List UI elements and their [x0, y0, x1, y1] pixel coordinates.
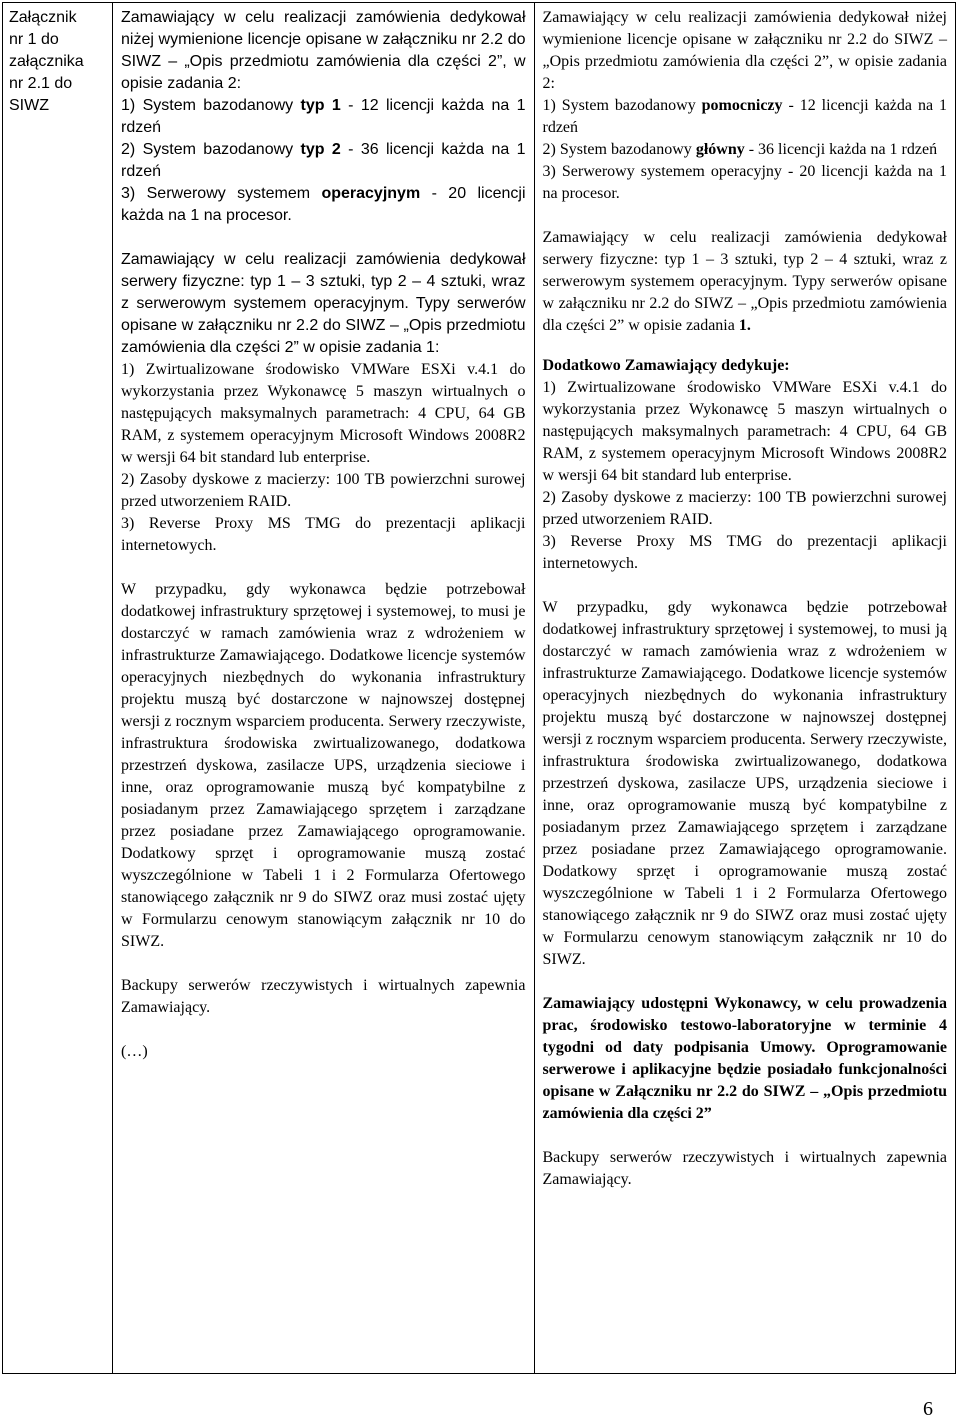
amended-text-column: [534, 3, 956, 1374]
attachment-label-line: załącznika: [9, 53, 84, 70]
license-item-3: 3) Serwerowy systemem operacyjnym - 20 licencji każda na 1 na procesor.: [121, 185, 526, 224]
storage-item: 2) Zasoby dyskowe z macierzy: 100 TB powierzchni surowej przed utworzeniem RAID.: [121, 471, 526, 510]
license-item-2: 2) System bazodanowy typ 2 - 36 licencji każda na 1 rdzeń: [121, 141, 526, 180]
attachment-label-line: Załącznik: [9, 9, 77, 26]
licenses-intro: Zamawiający w celu realizacji zamówienia dedykował niżej wymienione licencje opisane w załączniku nr 2.2 do SIWZ – „Opis przedmiotu zamówienia dla części 2”, w opisie zadania 2:: [121, 9, 526, 92]
table-row: [3, 3, 956, 1374]
storage-item: 2) Zasoby dyskowe z macierzy: 100 TB powierzchni surowej przed utworzeniem RAID.: [542, 489, 947, 528]
license-item-1: 1) System bazodanowy typ 1 - 12 licencji każda na 1 rdzeń: [121, 97, 526, 136]
page-number: 6: [923, 1398, 933, 1420]
ellipsis: (…): [121, 1043, 148, 1060]
vmware-item: 1) Zwirtualizowane środowisko VMWare ESXi v.4.1 do wykorzystania przez Wykonawcę 5 maszyn wirtualnych o następujących maksymalnych parametrach: 4 CPU, 64 GB RAM, z systemem operacyjnym Microsoft Windows 2008R2 w wersji 64 bit standard lub enterprise.: [542, 379, 947, 484]
proxy-item: 3) Reverse Proxy MS TMG do prezentacji aplikacji internetowych.: [121, 515, 526, 554]
attachment-label-line: nr 2.1 do: [9, 75, 73, 92]
infrastructure-paragraph: W przypadku, gdy wykonawca będzie potrzebował dodatkowej infrastruktury sprzętowej i systemowej, to musi je dostarczyć w ramach zamówienia wraz z wdrożeniem w infrastrukturze Zamawiającego. Dodatkowe licencje systemów operacyjnych niezbędnych do wykonania infrastruktury projektu muszą być dostarczone w najnowszej dostępnej wersji z rocznym wsparciem producenta. Serwery rzeczywiste, infrastruktura środowiska zwirtualizowanego, dodatkowa przestrzeń dyskowa, zasilacze UPS, urządzenia sieciowe i inne, oraz oprogramowanie muszą być kompatybilne z posiadanym przez Zamawiającego sprzętem i zarządzane przez posiadane przez Zamawiającego oprogramowanie. Dodatkowy sprzęt i oprogramowanie muszą zostać wyszczególnione w Tabeli 1 i 2 Formularza Ofertowego stanowiącego załącznik nr 9 do SIWZ oraz musi zostać ujęty w Formularzu cenowym stanowiącym załącznik nr 10 do SIWZ.: [121, 581, 526, 950]
vmware-item: 1) Zwirtualizowane środowisko VMWare ESXi v.4.1 do wykorzystania przez Wykonawcę 5 maszyn wirtualnych o następujących maksymalnych parametrach: 4 CPU, 64 GB RAM, z systemem operacyjnym Microsoft Windows 2008R2 w wersji 64 bit standard lub enterprise.: [121, 361, 526, 466]
attachment-label-line: nr 1 do: [9, 31, 59, 48]
license-item-2: 2) System bazodanowy główny - 36 licencji każda na 1 rdzeń: [542, 141, 938, 158]
license-item-3: 3) Serwerowy systemem operacyjny - 20 licencji każda na 1 na procesor.: [542, 163, 947, 202]
proxy-item: 3) Reverse Proxy MS TMG do prezentacji aplikacji internetowych.: [542, 533, 947, 572]
attachment-label-line: SIWZ: [9, 97, 49, 114]
backup-paragraph: Backupy serwerów rzeczywistych i wirtualnych zapewnia Zamawiający.: [542, 1149, 947, 1188]
attachment-label-cell: [3, 3, 113, 1374]
test-environment-paragraph: Zamawiający udostępni Wykonawcy, w celu prowadzenia prac, środowisko testowo-laboratoryjne w terminie 4 tygodni od daty podpisania Umowy. Oprogramowanie serwerowe i aplikacyjne będzie posiadało funkcjonalności opisane w Załączniku nr 2.2 do SIWZ – „Opis przedmiotu zamówienia dla części 2”: [542, 995, 947, 1122]
backup-paragraph: Backupy serwerów rzeczywistych i wirtualnych zapewnia Zamawiający.: [121, 977, 526, 1016]
infrastructure-paragraph: W przypadku, gdy wykonawca będzie potrzebował dodatkowej infrastruktury sprzętowej i systemowej, to musi ją dostarczyć w ramach zamówienia wraz z wdrożeniem w infrastrukturze Zamawiającego. Dodatkowe licencje systemów operacyjnych niezbędnych do wykonania infrastruktury projektu muszą być dostarczone w najnowszej dostępnej wersji z rocznym wsparciem producenta. Serwery rzeczywiste, infrastruktura środowiska zwirtualizowanego, dodatkowa przestrzeń dyskowa, zasilacze UPS, urządzenia sieciowe i inne, oraz oprogramowanie muszą być kompatybilne z posiadanym przez Zamawiającego sprzętem i zarządzane przez posiadane przez Zamawiającego oprogramowanie. Dodatkowy sprzęt i oprogramowanie muszą zostać wyszczególnione w Tabeli 1 i 2 Formularza Ofertowego stanowiącego załącznik nr 9 do SIWZ oraz musi zostać ujęty w Formularzu cenowym stanowiącym załącznik nr 10 do SIWZ.: [542, 599, 947, 968]
original-text-column: [113, 3, 535, 1374]
servers-intro: Zamawiający w celu realizacji zamówienia dedykował serwery fizyczne: typ 1 – 3 sztuki, typ 2 – 4 sztuki, wraz z serwerowym systemem operacyjnym. Typy serwerów opisane w załączniku nr 2.2 do SIWZ – „Opis przedmiotu zamówienia dla części 2” w opisie zadania 1:: [121, 251, 526, 356]
document-table: [2, 2, 956, 1374]
additional-heading: Dodatkowo Zamawiający dedykuje:: [542, 357, 790, 374]
license-item-1: 1) System bazodanowy pomocniczy - 12 licencji każda na 1 rdzeń: [542, 97, 947, 136]
licenses-intro: Zamawiający w celu realizacji zamówienia dedykował niżej wymienione licencje opisane w załączniku nr 2.2 do SIWZ – „Opis przedmiotu zamówienia dla części 2”, w opisie zadania 2:: [542, 9, 947, 92]
servers-intro: Zamawiający w celu realizacji zamówienia dedykował serwery fizyczne: typ 1 – 3 sztuki, typ 2 – 4 sztuki, wraz z serwerowym systemem operacyjnym. Typy serwerów opisane w załączniku nr 2.2 do SIWZ – „Opis przedmiotu zamówienia dla części 2” w opisie zadania 1.: [542, 229, 947, 334]
